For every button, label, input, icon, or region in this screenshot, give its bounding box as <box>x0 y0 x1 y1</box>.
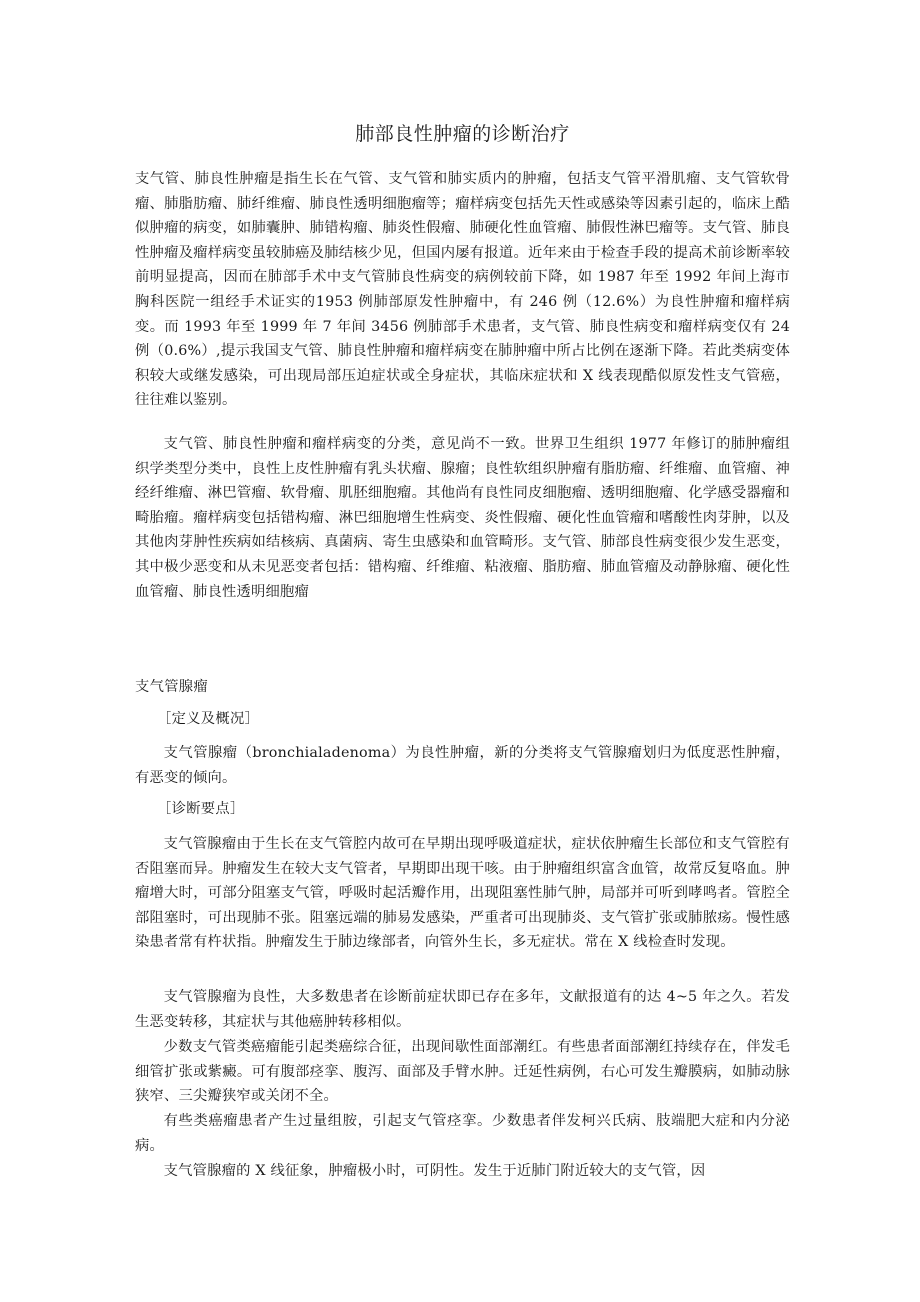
section-heading: 支气管腺瘤 <box>135 679 208 695</box>
diagnosis-paragraph-3: 少数支气管类癌瘤能引起类癌综合征，出现间歇性面部潮红。有些患者面部潮红持续存在，伴发毛细管扩张或紫癜。可有腹部痉挛、腹泻、面部及手臂水肿。迁延性病例，右心可发生瓣膜病，如肺动脉狭窄、三尖瓣狭窄或关闭不全。 <box>135 1039 790 1105</box>
diagnosis-paragraph-1: 支气管腺瘤由于生长在支气管腔内故可在早期出现呼吸道症状，症状依肿瘤生长部位和支气管腔有否阻塞而异。肿瘤发生在较大支气管者，早期即出现干咳。由于肿瘤组织富含血管，故常反复咯血。肿瘤增大时，可部分阻塞支气管，呼吸时起活瓣作用，出现阻塞性肺气肿，局部并可听到哮鸣者。管腔全部阻塞时，可出现肺不张。阻塞远端的肺易发感染，严重者可出现肺炎、支气管扩张或肺脓疡。慢性感染患者常有杵状指。肿瘤发生于肺边缘部者，向管外生长，多无症状。常在 X 线检查时发现。 <box>135 836 790 951</box>
document-title: 肺部良性肿瘤的诊断治疗 <box>355 123 570 145</box>
intro-paragraph-1: 支气管、肺良性肿瘤是指生长在气管、支气管和肺实质内的肿瘤，包括支气管平滑肌瘤、支气管软骨瘤、肺脂肪瘤、肺纤维瘤、肺良性透明细胞瘤等；瘤样病变包括先天性或感染等因素引起的，临床上酷似肿瘤的病变，如肺囊肿、肺错构瘤、肺炎性假瘤、肺硬化性血管瘤、肺假性淋巴瘤等。支气管、肺良性肿瘤及瘤样病变虽较肺癌及肺结核少见，但国内屡有报道。近年来由于检查手段的提高术前诊断率较前明显提高，因而在肺部手术中支气管肺良性病变的病例较前下降，如 1987 年至 1992 年间上海市胸科医院一组经手术证实的1953 例肺部原发性肿瘤中，有 246 例（12.6%）为良性肿瘤和瘤样病变。而 1993 年至 1999 年 7 年间 3456 例肺部手术患者，支气管、肺良性病变和瘤样病变仅有 24 例（0.6%）,提示我国支气管、肺良性肿瘤和瘤样病变在肺肿瘤中所占比例在逐渐下降。若此类病变体积较大或继发感染，可出现局部压迫症状或全身症状，其临床症状和 X 线表现酷似原发性支气管癌，往往难以鉴别。 <box>135 171 790 409</box>
diagnosis-paragraph-2: 支气管腺瘤为良性，大多数患者在诊断前症状即已存在多年，文献报道有的达 4~5 年之久。若发生恶变转移，其症状与其他癌肿转移相似。 <box>135 989 790 1030</box>
diagnosis-paragraph-5: 支气管腺瘤的 X 线征象，肿瘤极小时，可阴性。发生于近肺门附近较大的支气管，因 <box>163 1163 706 1179</box>
intro-paragraph-2: 支气管、肺良性肿瘤和瘤样病变的分类，意见尚不一致。世界卫生组织 1977 年修订的肺肿瘤组织学类型分类中，良性上皮性肿瘤有乳头状瘤、腺瘤；良性软组织肿瘤有脂肪瘤、纤维瘤、血管瘤、神经纤维瘤、淋巴管瘤、软骨瘤、肌胚细胞瘤。其他尚有良性同皮细胞瘤、透明细胞瘤、化学感受器瘤和畸胎瘤。瘤样病变包括错构瘤、淋巴细胞增生性病变、炎性假瘤、硬化性血管瘤和嗜酸性肉芽肿，以及其他肉芽肿性疾病如结核病、真菌病、寄生虫感染和血管畸形。支气管、肺部良性病变很少发生恶变，其中极少恶变和从未见恶变者包括：错构瘤、纤维瘤、粘液瘤、脂肪瘤、肺血管瘤及动静脉瘤、硬化性血管瘤、肺良性透明细胞瘤 <box>135 436 790 600</box>
diagnosis-label: ［诊断要点］ <box>157 801 245 817</box>
definition-label: ［定义及概况］ <box>157 711 260 727</box>
definition-paragraph: 支气管腺瘤（bronchialadenoma）为良性肿瘤，新的分类将支气管腺瘤划归为低度恶性肿瘤，有恶变的倾向。 <box>135 745 790 786</box>
diagnosis-paragraph-4: 有些类癌瘤患者产生过量组胺，引起支气管痉挛。少数患者伴发柯兴氏病、肢端肥大症和内分泌病。 <box>135 1113 790 1154</box>
